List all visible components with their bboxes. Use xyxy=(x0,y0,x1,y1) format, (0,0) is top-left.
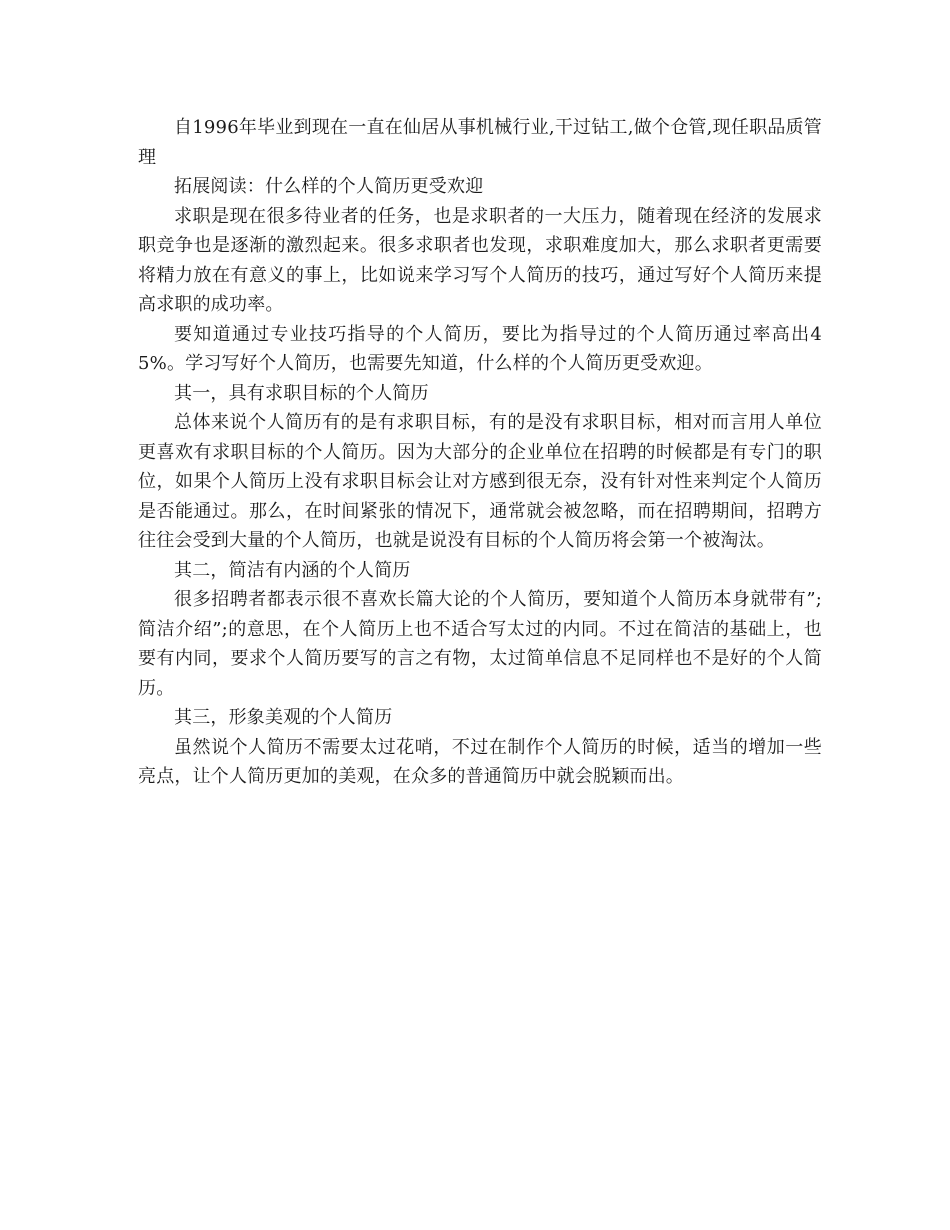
section-heading-first: 其一，具有求职目标的个人简历 xyxy=(174,382,429,404)
section-heading-third: 其三，形象美观的个人简历 xyxy=(174,707,393,728)
paragraph-job-hunting: 求职是现在很多待业者的任务，也是求职者的一大压力，随着现在经济的发展求职竞争也是逐渐的激烈起来。很多求职者也发现，求职难度加大，那么求职者更需要将精力放在有意义的事上，比如说来学习写个人简历的技巧，通过写好个人简历来提高求职的成功率。 xyxy=(138,205,822,315)
paragraph-second-body: 很多招聘者都表示很不喜欢长篇大论的个人简历，要知道个人简历本身就带有”;简洁介绍”;的意思，在个人简历上也不适合写太过的内同。不过在简洁的基础上，也要有内同，要求个人简历要写的言之有物，太过简单信息不足同样也不是好的个人简历。 xyxy=(138,589,822,699)
paragraph-extended-reading-heading: 拓展阅读：什么样的个人简历更受欢迎 xyxy=(174,176,484,197)
paragraph-intro: 自1996年毕业到现在一直在仙居从事机械行业,干过钻工,做个仓管,现任职品质管理 xyxy=(138,117,822,168)
section-heading-second: 其二，简洁有内涵的个人简历 xyxy=(174,559,411,581)
paragraph-first-body: 总体来说个人简历有的是有求职目标，有的是没有求职目标，相对而言用人单位更喜欢有求职目标的个人简历。因为大部分的企业单位在招聘的时候都是有专门的职位，如果个人简历上没有求职目标会让对方感到很无奈，没有针对性来判定个人简历是否能通过。那么，在时间紧张的情况下，通常就会被忽略，而在招聘期间，招聘方往往会受到大量的个人简历，也就是说没有目标的个人简历将会第一个被淘汰。 xyxy=(138,412,822,551)
paragraph-third-body: 虽然说个人简历不需要太过花哨，不过在制作个人简历的时候，适当的增加一些亮点，让个人简历更加的美观，在众多的普通简历中就会脱颖而出。 xyxy=(138,736,822,787)
document-body xyxy=(138,113,822,792)
paragraph-pass-rate: 要知道通过专业技巧指导的个人简历，要比为指导过的个人简历通过率高出45%。学习写好个人简历，也需要先知道，什么样的个人简历更受欢迎。 xyxy=(138,323,822,374)
